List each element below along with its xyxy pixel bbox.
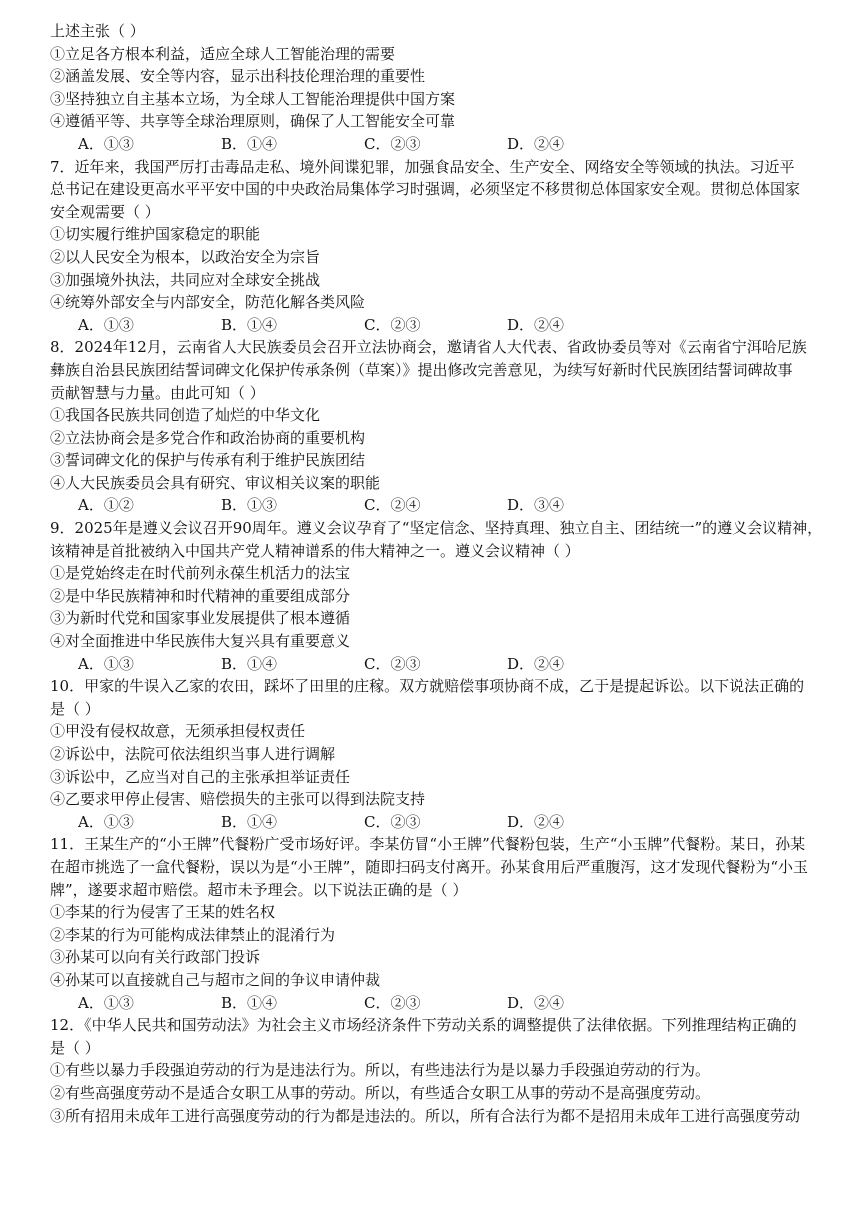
statement-2: ②涵盖发展、安全等内容，显示出科技伦理治理的重要性 (50, 67, 426, 86)
question-stem-line: 在超市挑选了一盒代餐粉，误以为是“小王牌”，随即扫码支付离开。孙某食用后严重腹泻，这才发现代餐粉为“小玉 (50, 857, 809, 876)
statement-2: ②李某的行为可能构成法律禁止的混淆行为 (50, 925, 336, 944)
statement-3: ③为新时代党和国家事业发展提供了根本遵循 (50, 609, 351, 628)
statement-3: ③坚持独立自主基本立场，为全球人工智能治理提供中国方案 (50, 89, 456, 108)
answer-options (50, 653, 825, 676)
option-d[interactable]: D．②④ (507, 993, 565, 1012)
option-b[interactable]: B．①③ (221, 496, 278, 515)
option-c[interactable]: C．②④ (364, 496, 421, 515)
statement-3: ③所有招用未成年工进行高强度劳动的行为都是违法的。所以，所有合法行为都不是招用未成年工进行高强度劳动 (50, 1106, 801, 1125)
statement-4: ④遵循平等、共享等全球治理原则，确保了人工智能安全可靠 (50, 112, 456, 131)
statement-1: ①立足各方根本利益，适应全球人工智能治理的需要 (50, 44, 396, 63)
statement-2: ②诉讼中，法院可依法组织当事人进行调解 (50, 745, 336, 763)
question-8 (50, 336, 825, 517)
option-c[interactable]: C．②③ (364, 993, 421, 1012)
option-b[interactable]: B．①④ (221, 993, 278, 1012)
option-a[interactable]: A．①③ (78, 993, 134, 1012)
statement-2: ②有些高强度劳动不是适合女职工从事的劳动。所以，有些适合女职工从事的劳动不是高强度劳动。 (50, 1083, 711, 1102)
question-stem-line: 贡献智慧与力量。由此可知（ ） (50, 383, 265, 402)
statement-2: ②立法协商会是多党合作和政治协商的重要机构 (50, 428, 366, 447)
option-b[interactable]: B．①④ (221, 812, 278, 831)
statement-4: ④人大民族委员会具有研究、审议相关议案的职能 (50, 473, 381, 492)
option-d[interactable]: D．②④ (507, 134, 565, 153)
question-stem-line: 安全观需要（ ） (50, 202, 160, 221)
question-12 (50, 1014, 825, 1127)
question-10 (50, 675, 825, 833)
statement-2: ②是中华民族精神和时代精神的重要组成部分 (50, 586, 351, 605)
question-stem-line: 牌”，遂要求超市赔偿。超市未予理会。以下说法正确的是（ ） (50, 880, 468, 899)
answer-options (50, 811, 825, 834)
question-11 (50, 833, 825, 1014)
question-stem-line: 10．甲家的牛误入乙家的农田，踩坏了田里的庄稼。双方就赔偿事项协商不成，乙于是提起诉讼。以下说法正确的 (50, 677, 805, 696)
question-stem-line: 是（ ） (50, 1038, 100, 1057)
statement-1: ①李某的行为侵害了王某的姓名权 (50, 903, 276, 922)
option-d[interactable]: D．②④ (507, 315, 565, 334)
option-b[interactable]: B．①④ (221, 654, 278, 673)
question-stem-line: 是（ ） (50, 699, 100, 718)
option-b[interactable]: B．①④ (221, 134, 278, 153)
statement-1: ①是党始终走在时代前列永葆生机活力的法宝 (50, 564, 351, 583)
question-stem: 上述主张（ ） (50, 22, 145, 40)
question-7 (50, 156, 825, 337)
option-c[interactable]: C．②③ (364, 315, 421, 334)
statement-2: ②以人民安全为根本，以政治安全为宗旨 (50, 247, 321, 266)
option-b[interactable]: B．①④ (221, 315, 278, 334)
statement-1: ①我国各民族共同创造了灿烂的中华文化 (50, 406, 321, 425)
option-c[interactable]: C．②③ (364, 812, 421, 831)
exam-page (50, 20, 825, 1127)
statement-4: ④对全面推进中华民族伟大复兴具有重要意义 (50, 632, 351, 651)
question-stem-line: 该精神是首批被纳入中国共产党人精神谱系的伟大精神之一。遵义会议精神（ ） (50, 541, 580, 560)
question-stem-line: 9．2025年是遵义会议召开90周年。遵义会议孕育了“坚定信念、坚持真理、独立自主、团结统一”的遵义会议精神， (50, 519, 823, 538)
statement-3: ③孙某可以向有关行政部门投诉 (50, 948, 261, 967)
answer-options (50, 133, 825, 156)
answer-options (50, 494, 825, 517)
statement-1: ①切实履行维护国家稳定的职能 (50, 225, 261, 244)
question-stem-line: 8．2024年12月，云南省人大民族委员会召开立法协商会，邀请省人大代表、省政协委员等对《云南省宁洱哈尼族 (50, 338, 807, 357)
option-a[interactable]: A．①③ (78, 654, 134, 673)
statement-3: ③加强境外执法，共同应对全球安全挑战 (50, 270, 321, 289)
answer-options (50, 314, 825, 337)
statement-4: ④乙要求甲停止侵害、赔偿损失的主张可以得到法院支持 (50, 790, 426, 809)
statement-3: ③誓词碑文化的保护与传承有利于维护民族团结 (50, 451, 366, 470)
question-stem-line: 11．王某生产的“小王牌”代餐粉广受市场好评。李某仿冒“小王牌”代餐粉包装，生产“小玉牌”代餐粉。某日，孙某 (50, 835, 806, 854)
statement-4: ④孙某可以直接就自己与超市之间的争议申请仲裁 (50, 970, 381, 989)
option-d[interactable]: D．③④ (507, 496, 565, 515)
question-stem-line: 7．近年来，我国严厉打击毒品走私、境外间谍犯罪，加强食品安全、生产安全、网络安全等领域的执法。习近平 (50, 157, 795, 176)
statement-1: ①有些以暴力手段强迫劳动的行为是违法行为。所以，有些违法行为是以暴力手段强迫劳动的行为。 (50, 1061, 711, 1080)
answer-options (50, 992, 825, 1015)
question-6-tail (50, 20, 825, 156)
question-stem-line: 12．《中华人民共和国劳动法》为社会主义市场经济条件下劳动关系的调整提供了法律依据。下列推理结构正确的 (50, 1016, 797, 1035)
statement-1: ①甲没有侵权故意，无须承担侵权责任 (50, 722, 306, 741)
option-a[interactable]: A．①③ (78, 134, 134, 153)
question-stem-line: 彝族自治县民族团结誓词碑文化保护传承条例（草案）》提出修改完善意见，为续写好新时代民族团结誓词碑故事 (50, 360, 793, 379)
option-d[interactable]: D．②④ (507, 654, 565, 673)
statement-3: ③诉讼中，乙应当对自己的主张承担举证责任 (50, 767, 351, 786)
statement-4: ④统筹外部安全与内部安全，防范化解各类风险 (50, 293, 366, 312)
option-a[interactable]: A．①② (78, 496, 134, 515)
option-d[interactable]: D．②④ (507, 812, 565, 831)
option-a[interactable]: A．①③ (78, 812, 134, 831)
option-c[interactable]: C．②③ (364, 134, 421, 153)
option-a[interactable]: A．①③ (78, 315, 134, 334)
option-c[interactable]: C．②③ (364, 654, 421, 673)
question-9 (50, 517, 825, 675)
question-stem-line: 总书记在建设更高水平平安中国的中央政治局集体学习时强调，必须坚定不移贯彻总体国家安全观。贯彻总体国家 (50, 180, 801, 199)
